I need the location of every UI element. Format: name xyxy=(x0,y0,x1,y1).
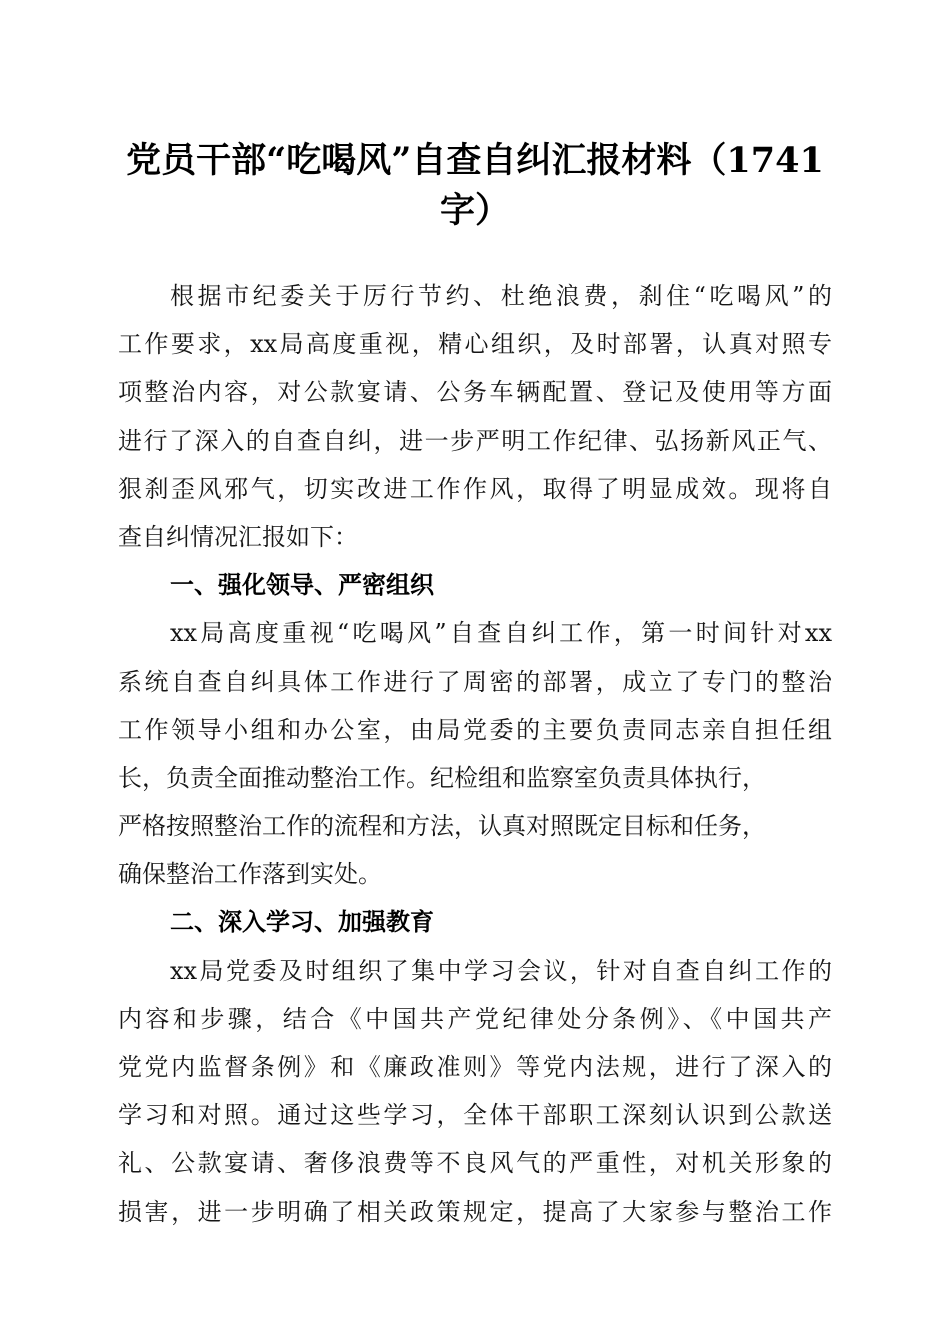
paragraph-line: 确保整治工作落到实处。 xyxy=(118,860,382,889)
paragraph-line: 根据市纪委关于厉行节约、杜绝浪费，刹住“吃喝风”的 xyxy=(170,282,832,310)
title-line-2: 字） xyxy=(439,190,510,231)
paragraph-line: 学习和对照。通过这些学习，全体干部职工深刻认识到公款送 xyxy=(118,1101,832,1130)
document-title xyxy=(118,136,832,236)
paragraph-line: xx局党委及时组织了集中学习会议，针对自查自纠工作的 xyxy=(170,956,832,985)
paragraph-line: 进行了深入的自查自纠，进一步严明工作纪律、弘扬新风正气、 xyxy=(118,426,832,455)
paragraph-line: 内容和步骤，结合《中国共产党纪律处分条例》、《中国共产 xyxy=(118,1004,832,1033)
paragraph-line: 系统自查自纠具体工作进行了周密的部署，成立了专门的整治 xyxy=(118,667,832,696)
paragraph-line: 长，负责全面推动整治工作。纪检组和监察室负责具体执行， xyxy=(118,763,766,792)
paragraph-line: 查自纠情况汇报如下： xyxy=(118,522,358,551)
paragraph-line: 项整治内容，对公款宴请、公务车辆配置、登记及使用等方面 xyxy=(118,378,832,407)
paragraph-line: 损害，进一步明确了相关政策规定，提高了大家参与整治工作 xyxy=(118,1197,832,1226)
paragraph-line: xx局高度重视“吃喝风”自查自纠工作，第一时间针对xx xyxy=(170,619,832,648)
paragraph-line: 工作要求，xx局高度重视，精心组织，及时部署，认真对照专 xyxy=(118,330,832,359)
paragraph-line: 礼、公款宴请、奢侈浪费等不良风气的严重性，对机关形象的 xyxy=(118,1149,832,1178)
paragraph-line: 狠刹歪风邪气，切实改进工作作风，取得了明显成效。现将自 xyxy=(118,474,832,503)
paragraph-line: 党党内监督条例》和《廉政准则》等党内法规，进行了深入的 xyxy=(118,1053,832,1081)
paragraph-line: 工作领导小组和办公室，由局党委的主要负责同志亲自担任组 xyxy=(118,715,832,744)
paragraph-line: 严格按照整治工作的流程和方法，认真对照既定目标和任务， xyxy=(118,812,766,841)
title-line-1: 党员干部“吃喝风”自查自纠汇报材料（1741 xyxy=(126,140,824,181)
document-body xyxy=(118,272,832,1236)
section-heading-2: 二、深入学习、加强教育 xyxy=(170,908,434,937)
section-heading-1: 一、强化领导、严密组织 xyxy=(170,571,434,600)
